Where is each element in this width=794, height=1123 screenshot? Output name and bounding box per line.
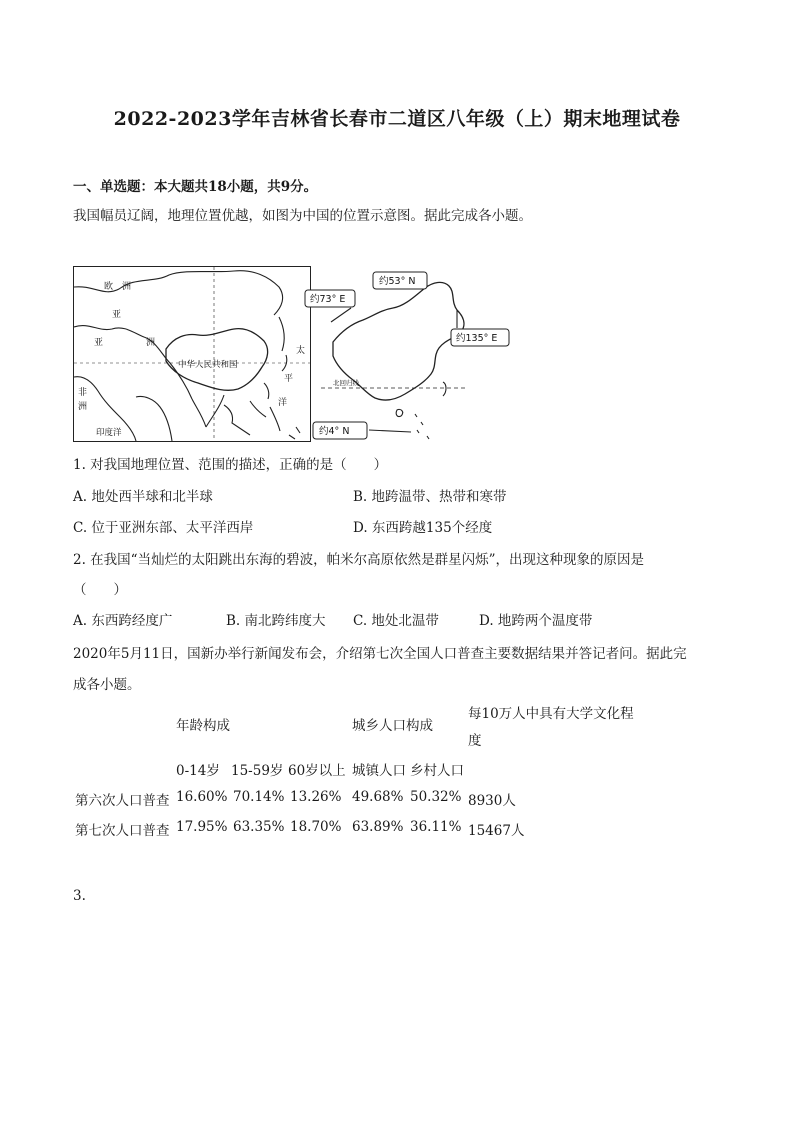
table-subheader-15-59: 15-59岁 xyxy=(231,763,284,779)
q2-stem-line2: （ ） xyxy=(73,582,127,598)
label-europe-1: 欧 xyxy=(104,282,114,292)
asia-map xyxy=(73,266,311,442)
label-china: 中华人民共和国 xyxy=(178,360,238,370)
table-cell: 18.70% xyxy=(290,819,342,835)
table-cell: 36.11% xyxy=(410,819,462,835)
label-asia-2: 洲 xyxy=(146,338,156,348)
table-cell: 50.32% xyxy=(410,789,462,805)
label-asia-0: 亚 xyxy=(112,310,122,320)
table-subheader-urban: 城镇人口 xyxy=(352,763,406,779)
intro-text-1: 我国幅员辽阔，地理位置优越，如图为中国的位置示意图。据此完成各小题。 xyxy=(73,208,532,224)
china-extent-map xyxy=(310,266,498,440)
section-heading: 一、单选题：本大题共18小题，共9分。 xyxy=(73,179,318,195)
q1-option-d[interactable]: D. 东西跨越135个经度 xyxy=(353,520,493,536)
callout-n53: 约53° N xyxy=(379,276,416,287)
q2-option-d[interactable]: D. 地跨两个温度带 xyxy=(479,613,593,629)
q2-option-b[interactable]: B. 南北跨纬度大 xyxy=(226,613,326,629)
label-indian-ocean: 印度洋 xyxy=(96,428,122,438)
table-cell: 16.60% xyxy=(176,789,228,805)
q1-option-a[interactable]: A. 地处西半球和北半球 xyxy=(73,489,213,505)
callout-e135: 约135° E xyxy=(456,333,498,344)
q2-stem-line1: 2. 在我国“当灿烂的太阳跳出东海的碧波，帕米尔高原依然是群星闪烁”，出现这种现象的原因是 xyxy=(73,552,644,568)
table-row-name: 第七次人口普查 xyxy=(75,823,170,839)
label-asia-1: 亚 xyxy=(94,338,104,348)
q1-stem: 1. 对我国地理位置、范围的描述，正确的是（ ） xyxy=(73,457,388,473)
label-europe-2: 洲 xyxy=(122,282,132,292)
label-africa-2: 洲 xyxy=(78,402,88,412)
china-extent-drawing xyxy=(311,266,531,446)
q3-number: 3. xyxy=(73,888,86,904)
q2-option-a[interactable]: A. 东西跨经度广 xyxy=(73,613,173,629)
table-header-edu-line2: 度 xyxy=(468,733,482,749)
label-pacific-3: 洋 xyxy=(278,398,288,408)
table-row-name: 第六次人口普查 xyxy=(75,793,170,809)
page-title: 2022-2023学年吉林省长春市二道区八年级（上）期末地理试卷 xyxy=(113,108,681,130)
q2-option-c[interactable]: C. 地处北温带 xyxy=(353,613,439,629)
callout-n4: 约4° N xyxy=(319,426,350,437)
q1-option-b[interactable]: B. 地跨温带、热带和寒带 xyxy=(353,489,507,505)
table-cell: 70.14% xyxy=(233,789,285,805)
table-cell: 17.95% xyxy=(176,819,228,835)
table-header-edu-line1: 每10万人中具有大学文化程 xyxy=(468,706,634,722)
q1-option-c[interactable]: C. 位于亚洲东部、太平洋西岸 xyxy=(73,520,254,536)
label-pacific-1: 太 xyxy=(296,346,306,356)
tropic-label: 北回归线 xyxy=(333,379,359,387)
table-cell: 15467人 xyxy=(468,823,525,839)
intro-text-2-line2: 成各小题。 xyxy=(73,677,141,693)
table-cell: 8930人 xyxy=(468,793,516,809)
table-cell: 13.26% xyxy=(290,789,342,805)
intro-text-2-line1: 2020年5月11日，国新办举行新闻发布会，介绍第七次全国人口普查主要数据结果并答记者问。据此完 xyxy=(73,646,687,662)
label-africa-1: 非 xyxy=(78,388,88,398)
table-header-age: 年龄构成 xyxy=(176,718,230,734)
table-cell: 49.68% xyxy=(352,789,404,805)
table-cell: 63.35% xyxy=(233,819,285,835)
table-subheader-rural: 乡村人口 xyxy=(410,763,464,779)
table-header-urban-rural: 城乡人口构成 xyxy=(352,718,433,734)
table-subheader-60plus: 60岁以上 xyxy=(288,763,346,779)
asia-map-drawing xyxy=(74,267,310,441)
table-subheader-0-14: 0-14岁 xyxy=(176,763,220,779)
table-cell: 63.89% xyxy=(352,819,404,835)
label-pacific-2: 平 xyxy=(284,374,294,384)
callout-e73: 约73° E xyxy=(310,294,346,305)
